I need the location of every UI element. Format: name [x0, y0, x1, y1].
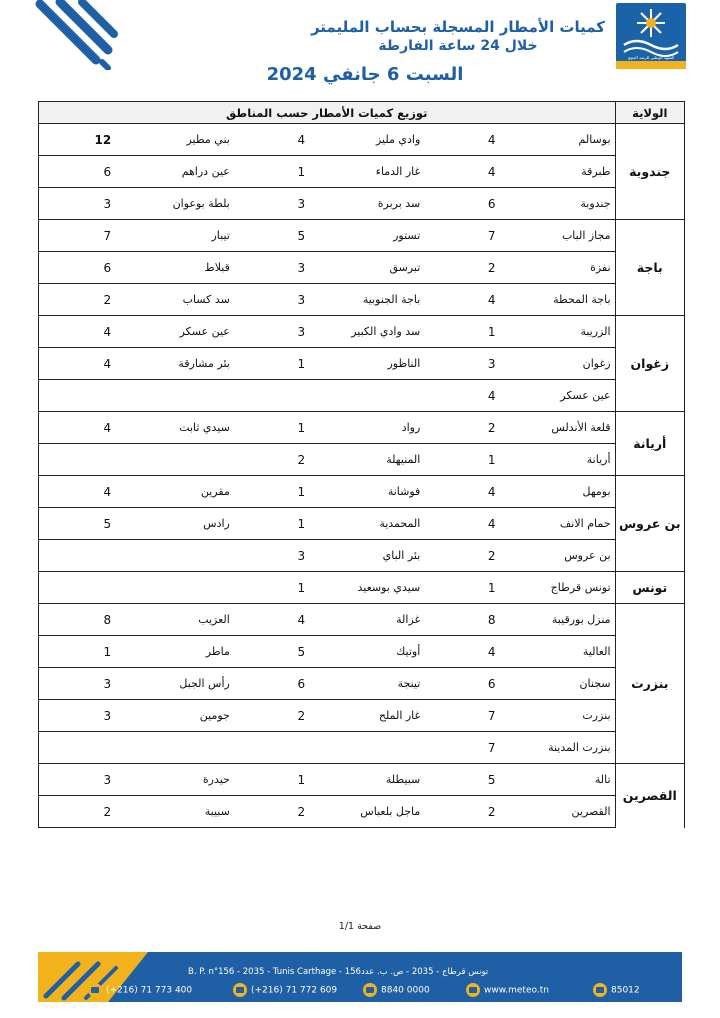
station-name: قلعة الأندلس — [506, 412, 616, 444]
station-name — [315, 380, 424, 412]
rain-value: 2 — [424, 252, 505, 284]
rain-value: 1 — [424, 444, 505, 476]
table-header-row — [39, 102, 685, 124]
rain-value: 6 — [424, 188, 505, 220]
rain-value: 8 — [424, 604, 505, 636]
rain-value: 7 — [424, 700, 505, 732]
station-name: سيدي ثابت — [125, 412, 234, 444]
station-name: قبلاط — [125, 252, 234, 284]
table-row — [39, 380, 685, 412]
governorate-cell: زغوان — [615, 316, 684, 412]
station-name — [125, 540, 234, 572]
station-name: تبرسق — [315, 252, 424, 284]
station-name: تينجة — [315, 668, 424, 700]
rain-value: 7 — [424, 732, 505, 764]
rain-value — [39, 540, 126, 572]
rain-value: 4 — [39, 348, 126, 380]
station-name: عين دراهم — [125, 156, 234, 188]
station-name: جومين — [125, 700, 234, 732]
rain-value: 1 — [424, 316, 505, 348]
rain-value: 4 — [424, 124, 505, 156]
rain-value: 2 — [39, 284, 126, 316]
station-name: القصرين — [506, 796, 616, 828]
station-name — [315, 732, 424, 764]
rain-value: 2 — [424, 412, 505, 444]
rain-value: 2 — [234, 444, 315, 476]
table-row — [39, 508, 685, 540]
table-row — [39, 444, 685, 476]
station-name: رادس — [125, 508, 234, 540]
rain-value — [39, 380, 126, 412]
phone-icon — [88, 983, 102, 997]
station-name: بنزرت — [506, 700, 616, 732]
rain-value — [234, 732, 315, 764]
rain-value: 4 — [39, 476, 126, 508]
rain-value: 1 — [39, 636, 126, 668]
station-name — [125, 380, 234, 412]
station-name: بني مطير — [125, 124, 234, 156]
title-line-2: خلال 24 ساعة الفارطة — [378, 38, 538, 54]
station-name — [125, 572, 234, 604]
report-date: السبت 6 جانفي 2024 — [266, 64, 464, 85]
rain-value: 3 — [234, 284, 315, 316]
station-name: أريانة — [506, 444, 616, 476]
footer-toll-free: 8840 0000 — [363, 983, 430, 997]
station-name: مجاز الباب — [506, 220, 616, 252]
sms-icon — [593, 983, 607, 997]
station-name: عين عسكر — [506, 380, 616, 412]
table-row — [39, 636, 685, 668]
station-name: باجة المحطة — [506, 284, 616, 316]
station-name: الناظور — [315, 348, 424, 380]
header-governorate: الولاية — [615, 102, 684, 124]
table-row — [39, 284, 685, 316]
station-name: أوتيك — [315, 636, 424, 668]
rain-value: 4 — [234, 604, 315, 636]
governorate-cell: باجة — [615, 220, 684, 316]
rain-value: 3 — [234, 540, 315, 572]
table-row — [39, 604, 685, 636]
station-name: المحمدية — [315, 508, 424, 540]
station-name: فوشانة — [315, 476, 424, 508]
rain-value — [39, 444, 126, 476]
rain-value — [234, 380, 315, 412]
station-name: تستور — [315, 220, 424, 252]
header-distribution: توزيع كميات الأمطار حسب المناطق — [39, 102, 616, 124]
rain-value: 3 — [39, 700, 126, 732]
rain-value: 6 — [39, 156, 126, 188]
toll-free-icon — [363, 983, 377, 997]
rain-value: 1 — [234, 508, 315, 540]
rain-value — [39, 572, 126, 604]
table-row — [39, 476, 685, 508]
station-name: سجنان — [506, 668, 616, 700]
station-name: بئر مشارقة — [125, 348, 234, 380]
rain-value: 1 — [234, 764, 315, 796]
table-row — [39, 156, 685, 188]
rain-value: 6 — [424, 668, 505, 700]
station-name: حمام الانف — [506, 508, 616, 540]
station-name: ماجل بلعباس — [315, 796, 424, 828]
rain-value: 1 — [234, 572, 315, 604]
station-name: غزالة — [315, 604, 424, 636]
rain-value: 1 — [234, 476, 315, 508]
station-name: منزل بورقيبة — [506, 604, 616, 636]
footer-contacts — [88, 981, 678, 999]
rain-value: 4 — [39, 316, 126, 348]
rain-value: 6 — [234, 668, 315, 700]
governorate-cell: تونس — [615, 572, 684, 604]
rain-value: 3 — [234, 188, 315, 220]
rain-value: 2 — [424, 540, 505, 572]
station-name: سد بربرة — [315, 188, 424, 220]
station-name: غار الدماء — [315, 156, 424, 188]
rain-value: 2 — [39, 796, 126, 828]
station-name: ماطر — [125, 636, 234, 668]
rain-value: 2 — [234, 700, 315, 732]
table-row — [39, 796, 685, 828]
station-name: غار الملح — [315, 700, 424, 732]
table-row — [39, 700, 685, 732]
table-row — [39, 252, 685, 284]
rain-value: 3 — [424, 348, 505, 380]
rain-value: 2 — [424, 796, 505, 828]
snowflake-sun-logo-icon — [616, 3, 686, 69]
station-name: زغوان — [506, 348, 616, 380]
table-row — [39, 316, 685, 348]
rain-value: 3 — [39, 764, 126, 796]
rain-value: 4 — [234, 124, 315, 156]
table-row — [39, 220, 685, 252]
station-name: سبيطلة — [315, 764, 424, 796]
footer-website[interactable]: www.meteo.tn — [466, 983, 549, 997]
table-row — [39, 764, 685, 796]
station-name: سيدي بوسعيد — [315, 572, 424, 604]
rain-value: 4 — [424, 156, 505, 188]
station-name: العزيب — [125, 604, 234, 636]
rain-value: 4 — [424, 636, 505, 668]
station-name: المنيهلة — [315, 444, 424, 476]
station-name: تالة — [506, 764, 616, 796]
table-row — [39, 572, 685, 604]
rain-value: 3 — [234, 252, 315, 284]
footer-sms: 85012 — [593, 983, 640, 997]
rain-value: 5 — [39, 508, 126, 540]
rain-value: 7 — [424, 220, 505, 252]
station-name: مقرين — [125, 476, 234, 508]
logo-caption: المعهد الوطني للرصد الجوي — [627, 55, 675, 60]
governorate-cell: بنزرت — [615, 604, 684, 764]
station-name — [125, 732, 234, 764]
station-name: طبرقة — [506, 156, 616, 188]
rain-value — [39, 732, 126, 764]
decorative-stripes-icon — [34, 0, 124, 70]
table-row — [39, 124, 685, 156]
station-name: بئر الباي — [315, 540, 424, 572]
table-row — [39, 188, 685, 220]
rain-value: 4 — [39, 412, 126, 444]
rain-value: 3 — [39, 188, 126, 220]
governorate-cell: أريانة — [615, 412, 684, 476]
governorate-cell: جندوبة — [615, 124, 684, 220]
station-name: بنزرت المدينة — [506, 732, 616, 764]
rain-value: 8 — [39, 604, 126, 636]
station-name: العالية — [506, 636, 616, 668]
rain-value: 7 — [39, 220, 126, 252]
governorate-cell: بن عروس — [615, 476, 684, 572]
station-name: بوسالم — [506, 124, 616, 156]
footer-address: B. P. n°156 - 2035 - Tunis Carthage - تونس قرطاج - 2035 - ص. ب. عدد156 — [188, 967, 489, 977]
station-name: رأس الجبل — [125, 668, 234, 700]
rain-value: 1 — [424, 572, 505, 604]
fax-icon — [233, 983, 247, 997]
rain-value: 6 — [39, 252, 126, 284]
institute-logo — [616, 3, 686, 69]
station-name: تونس قرطاج — [506, 572, 616, 604]
rain-value: 4 — [424, 380, 505, 412]
station-name: بومهل — [506, 476, 616, 508]
rain-value: 5 — [424, 764, 505, 796]
station-name: عين عسكر — [125, 316, 234, 348]
station-name: سبيبة — [125, 796, 234, 828]
station-name: نفزة — [506, 252, 616, 284]
rain-value: 2 — [234, 796, 315, 828]
governorate-cell: القصرين — [615, 764, 684, 828]
page-number: صفحة 1/1 — [338, 921, 382, 932]
rain-value: 5 — [234, 636, 315, 668]
station-name: جندوبة — [506, 188, 616, 220]
station-name: بلطة بوعوان — [125, 188, 234, 220]
rain-value: 4 — [424, 476, 505, 508]
table-row — [39, 348, 685, 380]
table-row — [39, 412, 685, 444]
table-row — [39, 668, 685, 700]
station-name: باجة الجنوبية — [315, 284, 424, 316]
station-name: سد وادي الكبير — [315, 316, 424, 348]
rain-value: 1 — [234, 348, 315, 380]
rain-value: 3 — [39, 668, 126, 700]
station-name: بن عروس — [506, 540, 616, 572]
title-line-1: كميات الأمطار المسجلة بحساب المليمتر — [310, 18, 606, 36]
rain-value: 4 — [424, 508, 505, 540]
table-row — [39, 540, 685, 572]
station-name — [125, 444, 234, 476]
station-name: تيبار — [125, 220, 234, 252]
footer-phone-2: (+216) 71 772 609 — [233, 983, 337, 997]
rain-value: 4 — [424, 284, 505, 316]
footer-phone-1: (+216) 71 773 400 — [88, 983, 192, 997]
rain-value: 1 — [234, 412, 315, 444]
rain-value: 12 — [39, 124, 126, 156]
footer-band — [38, 952, 682, 1002]
station-name: وادي مليز — [315, 124, 424, 156]
station-name: حيدرة — [125, 764, 234, 796]
rain-value: 1 — [234, 156, 315, 188]
rainfall-table — [38, 101, 685, 828]
table-row — [39, 732, 685, 764]
globe-icon — [466, 983, 480, 997]
station-name: سد كساب — [125, 284, 234, 316]
logo-yellow-band — [616, 61, 686, 69]
rain-value: 3 — [234, 316, 315, 348]
station-name: رواد — [315, 412, 424, 444]
station-name: الزريبة — [506, 316, 616, 348]
rain-value: 5 — [234, 220, 315, 252]
